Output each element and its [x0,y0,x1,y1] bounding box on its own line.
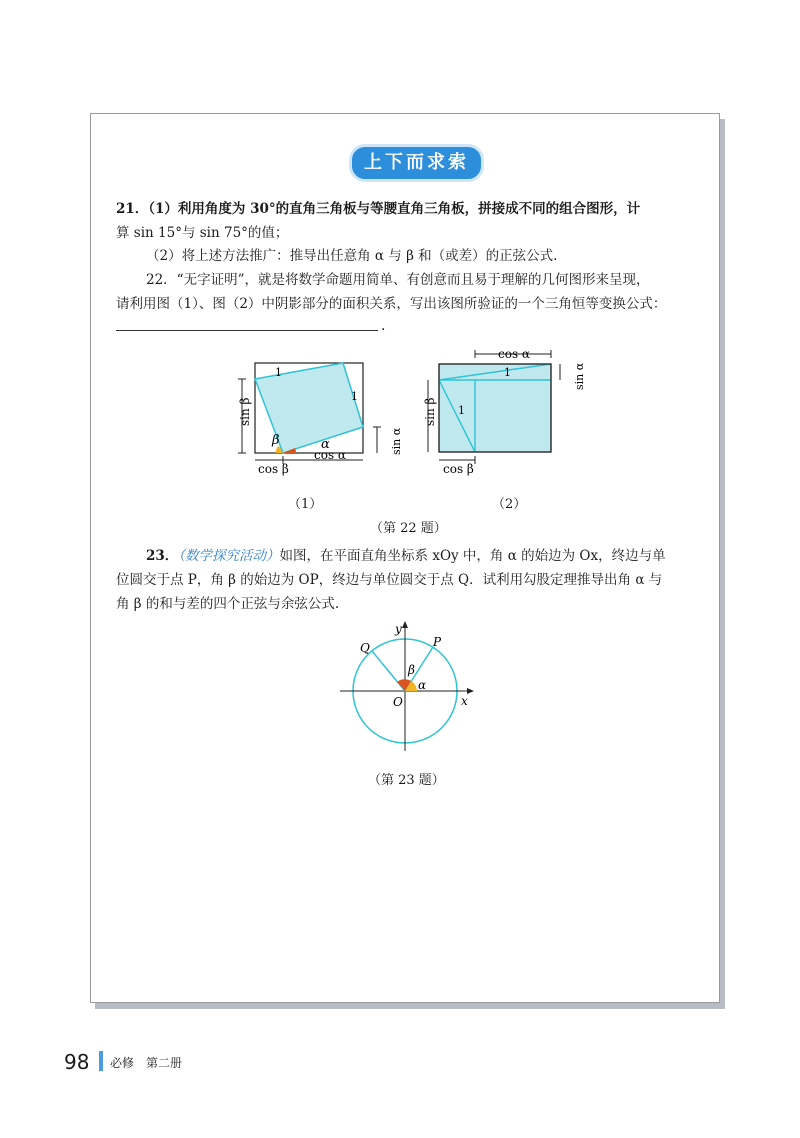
fig2-sin-alpha: sin α [573,362,586,390]
fig1-cos-alpha: cos α [314,448,347,462]
figure23-caption: （第 23 题） [368,773,445,788]
section-badge: 上下而求索 [349,144,484,182]
fig1-sin-alpha: sin α [390,427,403,455]
problem22-line1: 22．“无字证明”，就是将数学命题用简单、有创意而且易于理解的几何图形来呈现， [146,272,650,288]
problem22-line2: 请利用图（1）、图（2）中阴影部分的面积关系，写出该图所验证的一个三角恒等变换公式： [116,296,667,312]
fig2-label-one-a: 1 [504,366,511,379]
fig1-cos-beta: cos β [258,462,289,476]
problem21-line3: （2）将上述方法推广：推导出任意角 α 与 β 和（或差）的正弦公式. [146,248,558,264]
fig1-alpha: α [321,437,330,452]
fig1-beta: β [272,433,280,448]
problem23-line2: 位圆交于点 P，角 β 的始边为 OP，终边与单位圆交于点 Q．试利用勾股定理推导出角 α 与 [116,572,663,588]
fig2-cos-beta: cos β [443,462,474,476]
figure22-sub1-label: （1） [288,497,323,512]
figure23-unit-circle [335,618,485,753]
fig1-label-one-a: 1 [275,366,282,379]
fig23-alpha-label: α [418,678,427,692]
answer-blank-period: . [381,318,386,334]
fig2-sin-beta: sin β [423,397,437,426]
fig1-sin-beta: sin β [238,397,252,426]
problem23-tag: （数学探究活动） [178,548,280,564]
fig23-x-label: x [461,694,468,708]
figure22-1 [230,355,403,480]
fig23-origin-label: O [393,695,403,709]
fig23-q-label: Q [360,641,370,655]
footer-book-title: 必修 第二册 [110,1056,183,1070]
fig1-label-one-b: 1 [351,390,358,403]
fig2-label-one-b: 1 [458,404,465,417]
problem23-number: 23． [146,548,179,564]
footer-accent-bar [99,1051,103,1071]
problem23-line1-rest: 如图，在平面直角坐标系 xOy 中，角 α 的始边为 Ox，终边与单 [279,548,666,564]
fig23-y-label: y [395,622,402,636]
problem21-line2: 算 sin 15°与 sin 75°的值； [116,225,289,241]
problem23-line1 [146,546,666,566]
figure22-caption: （第 22 题） [370,521,447,536]
figure22-sub2-label: （2） [492,497,527,512]
problem23-line3: 角 β 的和与差的四个正弦与余弦公式. [116,596,340,612]
fig23-p-label: P [433,635,442,649]
fig2-cos-alpha: cos α [498,347,531,361]
page-number: 98 [64,1050,90,1074]
answer-blank-line [116,330,378,331]
problem21-line1: 21．（1）利用角度为 30°的直角三角板与等腰直角三角板，拼接成不同的组合图形，计 [116,201,641,217]
figure22-2 [420,342,585,482]
fig23-beta-label: β [408,663,415,677]
